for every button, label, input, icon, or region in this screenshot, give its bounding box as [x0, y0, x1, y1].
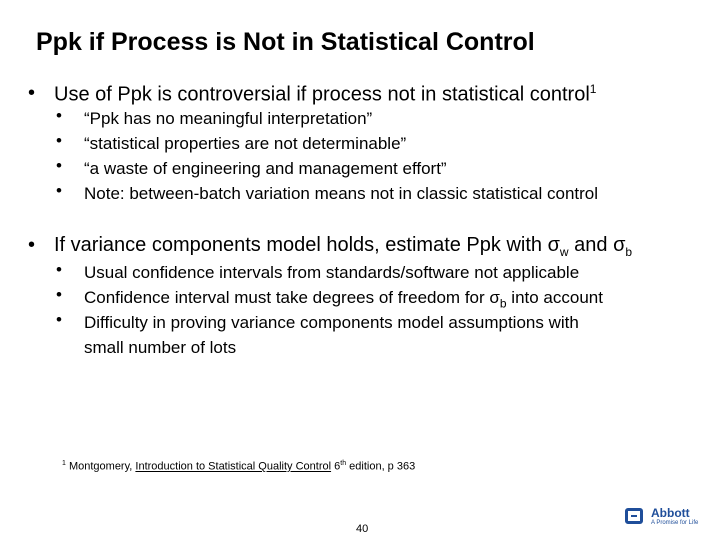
abbott-logo: Abbott A Promise for Life [625, 506, 695, 532]
bullet-dot: • [56, 106, 62, 125]
footnote: $^1$ Montgomery, Introduction to Statistical Quality Control 6th edition, p 363 [62, 460, 416, 473]
sub-bullet-text: Difficulty in proving variance components model assumptions with small number of lots [84, 313, 579, 357]
sub-bullet-text: Confidence interval must take degrees of freedom for $\sigma_b$ into account [84, 288, 603, 311]
sub-bullet-text: “statistical properties are not determinable” [84, 134, 407, 153]
bullet-dot: • [28, 234, 36, 256]
book-title: Introduction to Statistical Quality Control [135, 460, 332, 473]
bullet-dot: • [56, 156, 62, 175]
bullet-dot: • [56, 131, 62, 150]
sub-bullet-text: Usual confidence intervals from standards/software not applicable [84, 263, 580, 282]
bullet-1-text: Use of Ppk is controversial if process not in statistical control$^1$ [54, 82, 597, 106]
page-number: 40 [356, 523, 369, 535]
bullet-dot: • [28, 82, 36, 104]
slide-title: Ppk if Process is Not in Statistical Control [36, 28, 535, 56]
bullet-2-text: If variance components model holds, estimate Ppk with $\sigma_w$ and $\sigma_b$ [54, 234, 633, 259]
sub-bullet-text: Note: between-batch variation means not in classic statistical control [84, 184, 599, 203]
bullet-dot: • [56, 310, 62, 329]
sub-bullet-text: “Ppk has no meaningful interpretation” [84, 109, 373, 128]
bullet-dot: • [56, 285, 62, 304]
bullet-dot: • [56, 260, 62, 279]
footnote-ref: 1 [589, 82, 597, 96]
abbott-logo-icon [625, 508, 643, 524]
bullet-dot: • [56, 181, 62, 200]
sub-bullet-text: “a waste of engineering and management effort” [84, 159, 447, 178]
